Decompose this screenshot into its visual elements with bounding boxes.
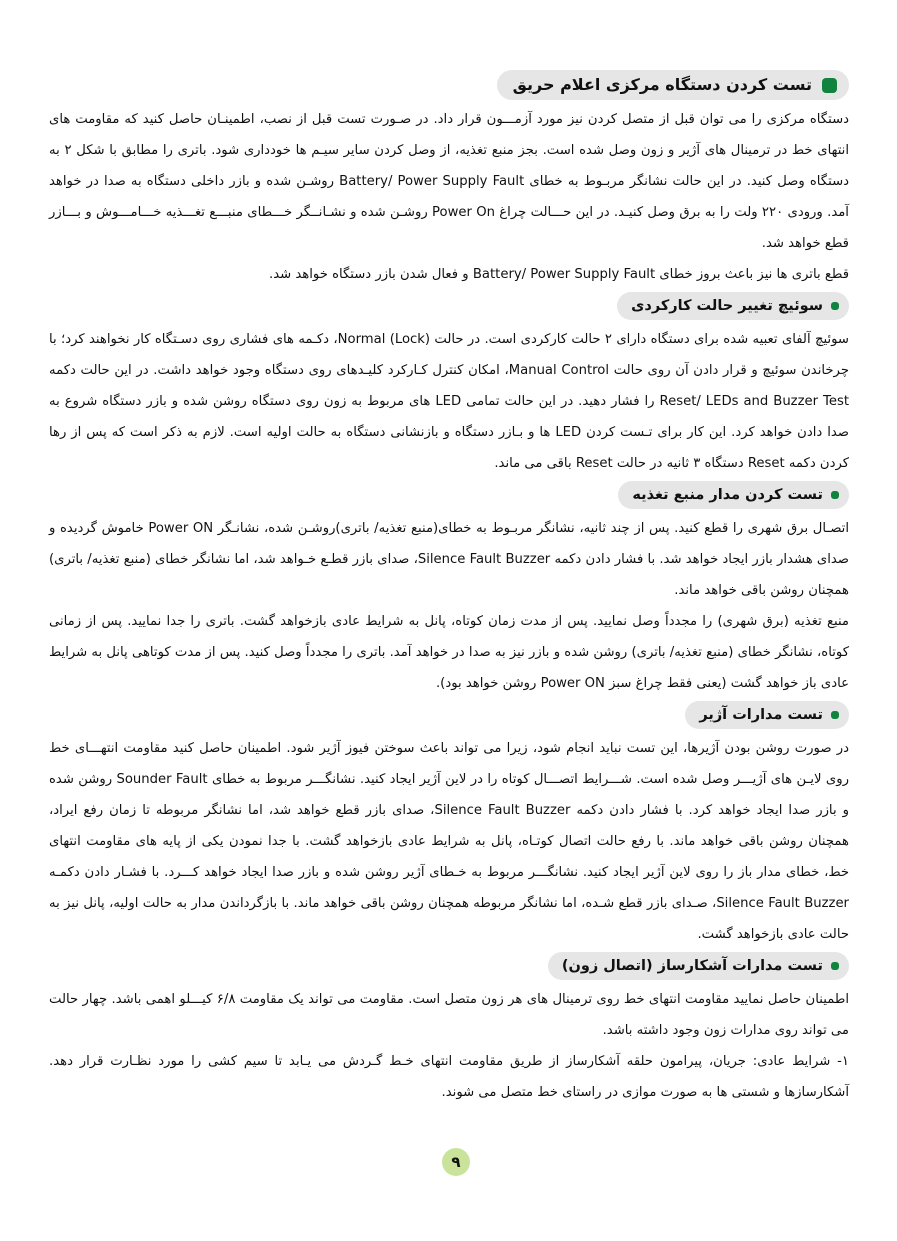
section-title: سوئیچ تغییر حالت کارکردی — [631, 298, 823, 314]
page-content — [49, 70, 849, 1108]
section-heading — [49, 481, 849, 509]
section-title: تست کردن دستگاه مرکزی اعلام حریق — [512, 75, 812, 94]
heading-pill — [548, 952, 849, 980]
bullet-square-icon — [831, 962, 839, 970]
bullet-square-icon — [831, 711, 839, 719]
paragraph: اطمینان حاصل نمایید مقاومت انتهای خط روی ترمینال های هر زون متصل است. مقاومت می تواند یک مقاومت ۶/۸ کیـــلو اهمی باشد. چهار حالت می تواند روی مدارات زون وجود داشته باشد. — [49, 992, 849, 1038]
paragraph: سوئیچ آلفای تعبیه شده برای دستگاه دارای ۲ حالت کارکردی است. در حالت (Normal (Lock، دکـمه های فشاری روی دسـتگاه کار نخواهند کرد؛ با چرخاندن سوئیچ و قرار دادن آن روی حالت Manual Control، امکان کنترل کـارکرد کلیـدهای روی دستگاه وجود خواهد داشت. در این حالت دکمه Reset/ LEDs and Buzzer Test را فشار دهید. در این حالت تمامی LED های مربوط به زون روی دستگاه روشن شده و بازر دستگاه شروع به صدا دادن خواهد کرد. این کار برای تـست کردن LED ها و بـازر دستگاه و بازنشانی دستگاه به حالت اولیه است. لازم به ذکر است که پس از رها کردن دکمه Reset دستگاه ۳ ثانیه در حالت Reset باقی می ماند. — [49, 332, 850, 471]
section-heading — [49, 70, 849, 100]
section-heading — [49, 952, 849, 980]
section-title: تست مدارات آژیر — [699, 707, 823, 723]
section-title: تست کردن مدار منبع تغذیه — [632, 487, 823, 503]
heading-pill — [617, 292, 849, 320]
bullet-square-icon — [831, 302, 839, 310]
section-heading — [49, 292, 849, 320]
heading-pill — [685, 701, 849, 729]
bullet-square-icon — [831, 491, 839, 499]
heading-pill — [497, 70, 849, 100]
paragraph: در صورت روشن بودن آژیرها، این تست نباید انجام شود، زیرا می تواند باعث سوختن فیوز آژیر شود. اطمینان حاصل کنید مقاومت انتهـــای خط روی لایـن های آژیـــر وصل شده است. شـــرایط اتصـــال کوتاه را در لاین آژیر ایجاد کنید. نشانگـــر مربوط به خطای Sounder Fault روشن شده و بازر صدا ایجاد خواهد کرد. با فشار دادن دکمه Silence Fault Buzzer، صدای بازر قطع خواهد شد، اما نشانگر مربوطه تا زمان رفع ایراد، همچنان روشن باقی خواهد ماند. با رفع حالت اتصال کوتـاه، پانل به شرایط عادی بازخواهد گشت. با جدا نمودن یکی از پایه های مقاومت انتهای خط، خطای مدار باز را روی لاین آژیر ایجاد کنید. نشانگـــر مربوط به خـطای آژیر روشن شده و بازر صدا ایجاد خواهد کـــرد. با فشـار دادن دکمـه Silence Fault Buzzer، صـدای بازر قطع شـده، اما نشانگر مربوطه همچنان روشن باقی خواهد ماند. با بازگرداندن مدار به حالت اولیه، پانل نیز به حالت عادی بازخواهد گشت. — [49, 741, 849, 942]
bullet-square-icon — [822, 78, 837, 93]
paragraph: اتصـال برق شهری را قطع کنید. پس از چند ثانیه، نشانگر مربـوط به خطای(منبع تغذیه/ باتری)روشـن شده، نشانـگر Power ON خاموش گردیده و صدای هشدار بازر ایجاد خواهد شد. با فشار دادن دکمه Silence Fault Buzzer، صدای بازر قطـع خـواهد شد، اما نشانگر خطای (منبع تغذیه/ باتری) همچنان روشن باقی خواهد ماند. — [49, 521, 849, 598]
heading-pill — [618, 481, 849, 509]
section-title: تست مدارات آشکارساز (اتصال زون) — [561, 958, 823, 974]
paragraph: ۱- شرایط عادی: جریان، پیرامون حلقه آشکارساز از طریق مقاومت انتهای خـط گـردش می یـابد تا سیم کشی را مورد نظـارت قرار دهد. آشکارسازها و شستی ها به صورت موازی در راستای خط متصل می شوند. — [49, 1054, 849, 1100]
paragraph: قطع باتری ها نیز باعث بروز خطای Battery/ Power Supply Fault و فعال شدن بازر دستگاه خواهد شد. — [269, 267, 849, 282]
paragraph: دستگاه مرکزی را می توان قبل از متصل کردن نیز مورد آزمـــون قرار داد. در صـورت تست قبل از نصب، اطمینـان حاصل کنید که مقاومت های انتهای خط در ترمینال های آژیر و زون وصل شده است. بجز منبع تغذیه، از وصل کردن سایر سیـم ها خودداری شود. باتری را مطابق با شکل ۲ به دستگاه وصل کنید. در این حالت نشانگر مربـوط به خطای Battery/ Power Supply Fault روشـن شده و بازر داخلی دستگاه به صدا در خواهد آمد. ورودی ۲۲۰ ولت را به برق وصل کنیـد. در این حـــالت چراغ Power On روشـن شده و نشـانــگر خـــطای منبـــع تغـــذیه خـــامـــوش و بـــازر قطع خواهد شد. — [49, 112, 850, 251]
section-heading — [49, 701, 849, 729]
paragraph: منبع تغذیه (برق شهری) را مجدداً وصل نمایید. پس از مدت زمان کوتاه، پانل به شرایط عادی بازخواهد گشت. باتری را جدا نمایید. پس از زمانی کوتاه، نشانگر خطای (منبع تغذیه/ باتری) روشن شده و بازر نیز به صدا در خواهد آمد. باتری را مجدداً وصل کنید. پس از مدت کوتاهی پانل به شرایط عادی باز خواهد گشت (یعنی فقط چراغ سبز Power ON روشن خواهد بود). — [49, 614, 849, 691]
page-number: ۹ — [442, 1148, 470, 1176]
